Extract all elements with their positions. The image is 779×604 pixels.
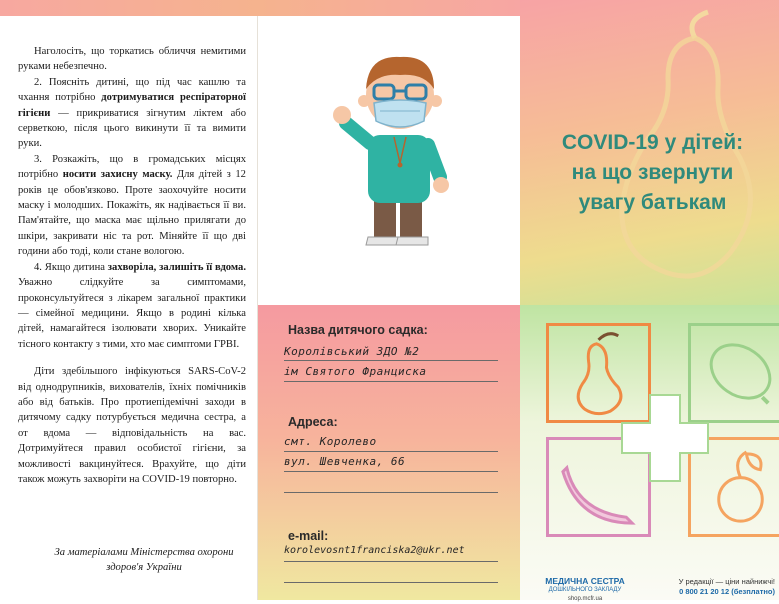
underline — [284, 492, 498, 493]
top-color-strip — [0, 0, 258, 16]
name-value-line1[interactable]: Королівський ЗДО №2 — [284, 345, 420, 358]
publisher-logo: МЕДИЧНА СЕСТРА ДОШКІЛЬНОГО ЗАКЛАДУ shop.mcfr.ua — [545, 576, 625, 602]
paragraph-sick: 4. Якщо дитина захворіла, залишіть її вдома. Уважно слідкуйте за симптомами, проконсультуйтеся з лікарем загальної практики — сімейної медицини. Якщо в родині кілька дітей, намагайтеся ізолювати хворих. Уникайте тісного контакту з тими, хто має симптоми ГРВІ. — [18, 261, 246, 350]
email-value[interactable]: korolevosnt1franciska2@ukr.net — [284, 545, 465, 556]
paragraph-infection: Діти здебільшого інфікуються SARS-CoV-2 від однодрупників, вихователів, їхніх помічників або від батьків. Про протиепідемічні заходи в дитячому садку потурбується медична сестра, а от вдома — відповідальність на вас. Дотримуйтеся правил особистої гігієни, за можливості вакцинуйтеся. Врахуйте, що діти також можуть захворіти на COVID-19 повторно. — [18, 366, 246, 485]
email-label: e-mail: — [288, 529, 329, 543]
contact-info: У редакції — ціни найнижчі! 0 800 21 20 12 (безплатно) — [678, 577, 775, 596]
underline — [284, 561, 498, 562]
child-with-mask-illustration — [328, 45, 478, 255]
source-note: За матеріалами Міністерства охорони здоров'я України — [54, 547, 234, 573]
top-color-strip — [258, 0, 520, 16]
address-value-line2[interactable]: вул. Шевченка, 66 — [284, 455, 406, 468]
kindergarten-form — [258, 305, 520, 600]
publisher-footer — [530, 576, 775, 602]
address-value-line1[interactable]: смт. Королево — [284, 435, 377, 448]
cover-title-panel — [520, 0, 779, 305]
name-label: Назва дитячого садка: — [288, 323, 428, 337]
underline — [284, 360, 498, 361]
illustration-panel — [258, 0, 520, 305]
underline — [284, 451, 498, 452]
underline — [284, 381, 498, 382]
paragraph-hygiene: 2. Поясніть дитині, що під час кашлю та чхання потрібно дотримуватися респіраторної гігієни — прикриватися зігнутим ліктем або серветкою, після цього викинути її та вимити руки. — [18, 76, 246, 150]
advice-text — [18, 44, 246, 487]
paragraph-mask: 3. Розкажіть, що в громадських місцях потрібно носити захисну маску. Для дітей з 12 років це обов'язково. Проте заохочуйте носити маску і молодших. Покажіть, як надівається її ви. Пам'ятайте, що маска має щільно прилягати до шкіри, закривати ніс та рот. Міняйте її що дві години або тоді, коли стане вологою. — [18, 153, 246, 258]
paragraph-hands: Наголосіть, що торкатись обличчя немитими руками небезпечно. — [18, 46, 246, 73]
name-value-line2[interactable]: ім Святого Франциска — [284, 365, 427, 378]
cross-shape — [620, 393, 710, 483]
fruit-grid-panel — [520, 305, 779, 600]
underline — [284, 582, 498, 583]
left-text-column — [0, 0, 258, 600]
address-label: Адреса: — [288, 415, 338, 429]
page-title: COVID-19 у дітей: на що звернути увагу батькам — [561, 131, 744, 214]
underline — [284, 471, 498, 472]
